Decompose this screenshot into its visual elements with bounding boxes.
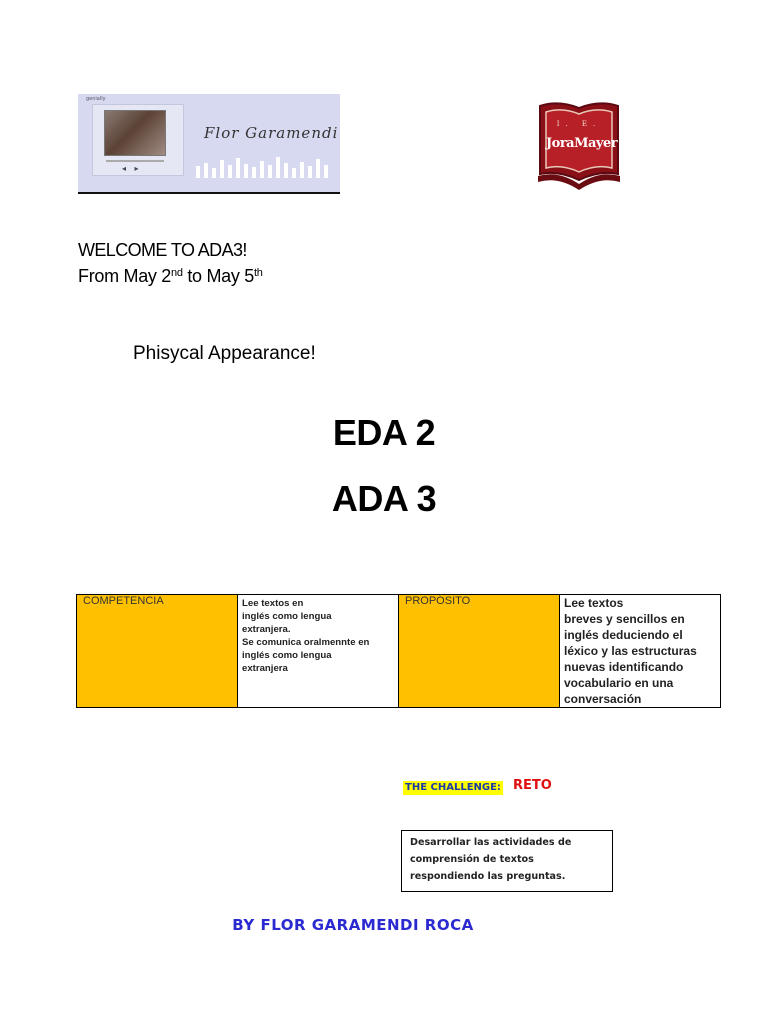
proposito-label-cell: [399, 595, 560, 708]
competencia-line: extranjera: [242, 663, 288, 674]
topic-heading: Phisycal Appearance!: [133, 343, 316, 364]
date-range: [78, 266, 263, 287]
task-line: comprensión de textos: [410, 854, 534, 865]
proposito-line: Lee textos: [564, 596, 624, 610]
logo-text: JoraMayer: [546, 136, 618, 151]
task-line: respondiendo las preguntas.: [410, 871, 566, 882]
competencia-line: Se comunica oralmennte en: [242, 637, 370, 648]
date-middle: to May 5: [182, 266, 254, 286]
date-sup-1: nd: [171, 267, 183, 279]
proposito-line: vocabulario en una: [564, 676, 674, 690]
school-logo: [536, 100, 622, 190]
proposito-text-cell: [560, 595, 721, 708]
task-box: [401, 830, 613, 892]
proposito-line: breves y sencillos en: [564, 612, 685, 626]
proposito-line: inglés deduciendo el: [564, 628, 683, 642]
banner-progress-bar: [106, 160, 164, 162]
reto-label: RETO: [513, 778, 552, 793]
flor-garamendi-banner: [78, 94, 340, 194]
competencia-line: Lee textos en: [242, 598, 304, 609]
competencia-line: inglés como lengua: [242, 611, 332, 622]
proposito-label: PROPÓSITO: [405, 595, 471, 607]
task-line: Desarrollar las actividades de: [410, 837, 572, 848]
date-prefix: From May 2: [78, 266, 172, 286]
proposito-line: nuevas identificando: [564, 660, 684, 674]
author-line: BY FLOR GARAMENDI ROCA: [232, 916, 474, 934]
banner-player-controls: ◂ ▸: [122, 164, 142, 173]
competencia-label: COMPETENCIA: [83, 595, 164, 607]
challenge-label: THE CHALLENGE:: [405, 782, 501, 793]
banner-name: Flor Garamendi: [204, 124, 339, 142]
banner-photo: [104, 110, 166, 156]
proposito-line: conversación: [564, 692, 642, 706]
competencia-label-cell: [77, 595, 238, 708]
competencia-line: extranjera.: [242, 624, 291, 635]
date-sup-2: th: [254, 267, 263, 279]
proposito-line: léxico y las estructuras: [564, 644, 697, 658]
competencia-line: inglés como lengua: [242, 650, 332, 661]
competency-table: [76, 594, 721, 708]
sound-wave-icon: [196, 156, 336, 178]
eda-heading: EDA 2: [332, 412, 436, 453]
welcome-heading: WELCOME TO ADA3!: [78, 240, 247, 260]
competencia-text-cell: [238, 595, 399, 708]
table-row: [77, 595, 721, 708]
logo-initials: I. E.: [556, 120, 602, 128]
banner-tiny-label: genially: [86, 96, 106, 102]
ada-heading: ADA 3: [331, 478, 437, 519]
